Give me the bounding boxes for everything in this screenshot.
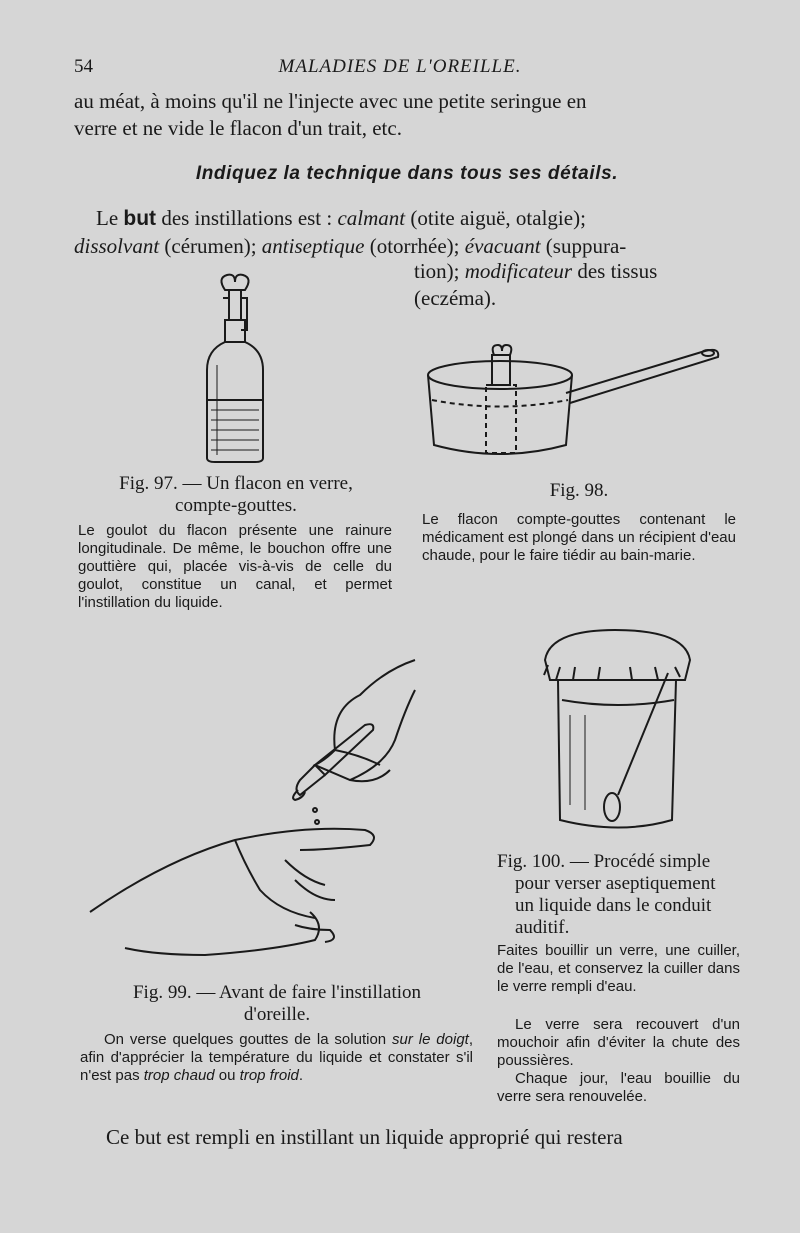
- covered-glass-spoon-illustration: [540, 625, 695, 835]
- fig99-caption-1: Fig. 99. — Avant de faire l'instillation: [132, 982, 422, 1003]
- fig99-description: On verse quelques gouttes de la solution sur le doigt, afin d'apprécier la température du liquide et constater s'il n'est pas trop chaud ou trop froid.: [80, 1031, 474, 1084]
- fig100-text-2: Le verre sera recouvert d'un mouchoir afin d'éviter la chute des poussières.: [497, 1016, 740, 1069]
- page-number: 54: [74, 56, 93, 77]
- hands-dropper-illustration: [85, 650, 425, 970]
- fig98-caption: Fig. 98.: [549, 480, 609, 501]
- fig99-caption-2: d'oreille.: [243, 1004, 311, 1025]
- dropper-bottle-illustration: [195, 270, 275, 470]
- fig98-description: Le flacon compte-gouttes contenant le médicament est plongé dans un récipient d'eau chaude, pour le faire tiédir au bain-marie.: [422, 511, 736, 564]
- saucepan-bain-marie-illustration: [420, 335, 725, 465]
- fig100-text-3: Chaque jour, l'eau bouillie du verre sera renouvelée.: [497, 1070, 740, 1105]
- intro-line-2: verre et ne vide le flacon d'un trait, etc.: [74, 116, 402, 140]
- fig97-caption-2: compte-gouttes.: [175, 495, 297, 516]
- closing-line: Ce but est rempli en instillant un liquide approprié qui restera: [106, 1125, 623, 1149]
- fig100-text-1: Faites bouillir un verre, une cuiller, de l'eau, et conservez la cuiller dans le verre rempli d'eau.: [497, 942, 740, 995]
- purpose-line-4: (eczéma).: [414, 286, 497, 310]
- purpose-line-2: dissolvant (cérumen); antiseptique (otorrhée); évacuant (suppura-: [74, 234, 627, 258]
- running-title: MALADIES DE L'OREILLE.: [278, 56, 522, 77]
- purpose-line-3: tion); modificateur des tissus: [414, 259, 658, 283]
- fig97-description: Le goulot du flacon présente une rainure longitudinale. De même, le bouchon offre une gouttière qui, placée vis-à-vis de celle du goulot, constitue un canal, et permet l'instillation du liquide.: [78, 522, 392, 611]
- question-heading: Indiquez la technique dans tous ses détails.: [195, 163, 619, 184]
- fig97-caption-1: Fig. 97. — Un flacon en verre,: [119, 473, 353, 494]
- purpose-line-1: Le but des instillations est : calmant (otite aiguë, otalgie);: [96, 206, 586, 230]
- fig100-caption: Fig. 100. — Procédé simple pour verser aseptiquement un liquide dans le conduit auditif.: [497, 851, 716, 938]
- intro-line-1: au méat, à moins qu'il ne l'injecte avec une petite seringue en: [74, 89, 587, 113]
